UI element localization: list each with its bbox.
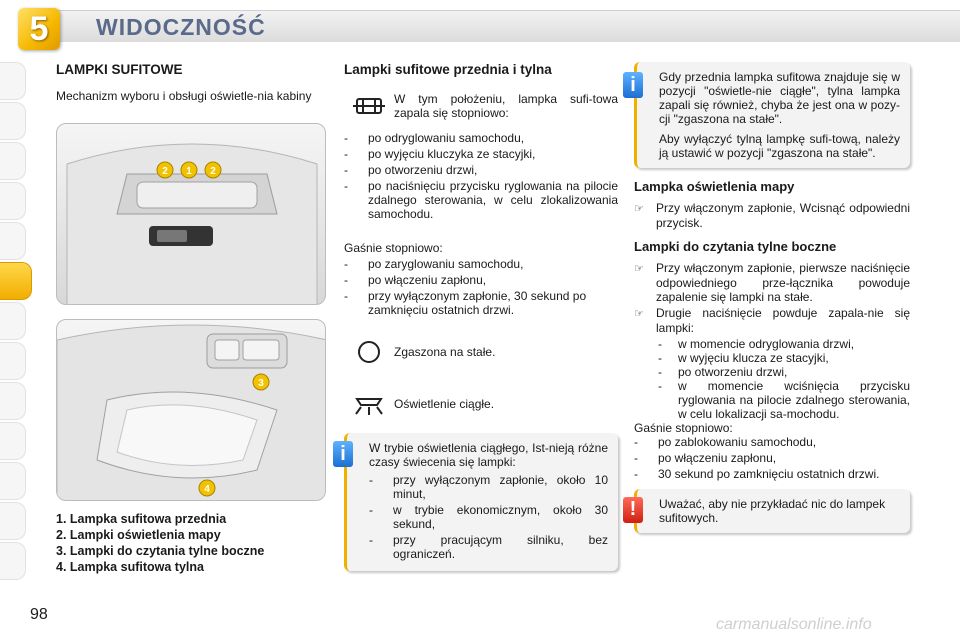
column-left	[56, 62, 330, 575]
watermark: carmanualsonline.info	[716, 616, 872, 633]
chapter-tab[interactable]	[0, 422, 26, 460]
list-item: - po włączeniu zapłonu,	[344, 273, 487, 287]
info-icon: i	[333, 441, 353, 467]
legend-item: 3. Lampki do czytania tylne boczne	[56, 544, 265, 558]
on-mode-text: Oświetlenie ciągłe.	[394, 397, 495, 411]
warning-note	[629, 489, 910, 533]
section-title: Lampki sufitowe przednia i tylna	[344, 62, 552, 77]
hand-pointer-icon: ☞	[634, 261, 644, 275]
page-number: 98	[30, 606, 48, 623]
chapter-tab[interactable]	[0, 142, 26, 180]
note-paragraph: Aby wyłączyć tylną lampkę sufi-tową, należy ją ustawić w pozycji "zgaszona na stałe".	[659, 132, 900, 160]
rear-ceiling-light-illustration	[56, 319, 326, 501]
note-intro: W trybie oświetlenia ciągłego, Ist-nieją różne czasy świecenia się lampki:	[369, 441, 608, 469]
column-middle	[340, 62, 618, 571]
list-item: - przy wyłączonym zapłonie, 30 sekund po zamknięciu ostatnich drzwi.	[344, 289, 587, 317]
fade-title: Gaśnie stopniowo:	[634, 420, 733, 435]
bullet-item: ☞ Przy włączonym zapłonie, pierwsze naciśnięcie odpowiedniego prze-łącznika powoduje zapalenie się lampki na stałe.	[634, 260, 910, 304]
list-item: - po zablokowaniu samochodu,	[634, 434, 817, 449]
info-note-continuous	[340, 433, 618, 571]
hand-pointer-icon: ☞	[634, 306, 644, 320]
chapter-tab[interactable]	[0, 382, 26, 420]
callout-4: 4	[204, 484, 210, 495]
list-item: - 30 sekund po zamknięciu ostatnich drzwi.	[634, 466, 880, 481]
info-icon: i	[623, 72, 643, 98]
chapter-tab[interactable]	[0, 182, 26, 220]
off-mode-text: Zgaszona na stałe.	[394, 345, 496, 359]
chapter-tabs	[0, 62, 32, 582]
front-ceiling-light-drawing	[57, 124, 326, 305]
switch-on-list	[344, 131, 618, 221]
info-note-rear-lamp	[630, 62, 910, 168]
chapter-tab[interactable]	[0, 102, 26, 140]
page-header	[0, 0, 960, 50]
list-item: - w wyjęciu klucza ze stacyjki,	[658, 350, 829, 365]
callout-2-right: 2	[210, 166, 216, 177]
list-item: - po włączeniu zapłonu,	[634, 450, 777, 465]
warning-text: Uważać, aby nie przykładać nic do lampek sufitowych.	[659, 496, 886, 525]
light-off-icon	[344, 335, 394, 369]
chapter-number-badge: 5	[18, 8, 60, 50]
off-mode-row	[344, 335, 618, 369]
column-right	[629, 62, 910, 533]
hand-pointer-icon: ☞	[634, 201, 644, 215]
list-item: - po wyjęciu kluczyka ze stacyjki,	[344, 147, 536, 161]
fade-title: Gaśnie stopniowo:	[344, 241, 443, 255]
list-item: - po zaryglowaniu samochodu,	[344, 257, 524, 271]
note-paragraph: Gdy przednia lampka sufitowa znajduje się w pozycji "oświetle-nie ciągłe", tylna lampka zapali się również, chyba że jest ona w pozy-cji "zgaszona na stałe".	[659, 70, 900, 126]
front-ceiling-light-illustration	[56, 123, 326, 305]
list-item: - w trybie ekonomicznym, około 30 sekund,	[369, 503, 608, 531]
map-lamp-title: Lampka oświetlenia mapy	[634, 179, 795, 194]
list-item: - przy wyłączonym zapłonie, około 10 minut,	[369, 473, 608, 501]
reading-lamp-off-list	[634, 435, 910, 481]
legend-item: 1. Lampka sufitowa przednia	[56, 512, 227, 526]
note-list	[369, 473, 608, 561]
chapter-tab[interactable]	[0, 462, 26, 500]
list-item: - przy pracującym silniku, bez ograniczeń.	[369, 533, 608, 561]
bullet-item: ☞ Przy włączonym zapłonie, Wcisnąć odpowiedni przycisk.	[634, 200, 910, 230]
list-item: - w momencie odryglowania drzwi,	[658, 336, 855, 351]
bullet-item: ☞ Drugie naciśnięcie powduje zapala-nie się lampki:	[634, 305, 910, 335]
list-item: - po odryglowaniu samochodu,	[344, 131, 525, 145]
callout-1: 1	[186, 166, 192, 177]
list-item: - po otworzeniu drzwi,	[344, 163, 478, 177]
chapter-tab[interactable]	[0, 302, 26, 340]
reading-lamp-list	[634, 261, 910, 335]
warning-icon: !	[623, 497, 643, 523]
list-item: - po naciśnięciu przycisku ryglowania na pilocie zdalnego sterowania, w celu zlokalizowania samochodu.	[344, 179, 618, 221]
chapter-tab[interactable]	[0, 502, 26, 540]
light-on-icon	[344, 387, 394, 421]
chapter-tab[interactable]	[0, 542, 26, 580]
switch-off-list	[344, 257, 618, 317]
callout-3: 3	[258, 378, 264, 389]
gradual-mode-row	[344, 89, 618, 123]
chapter-tab[interactable]	[0, 222, 26, 260]
reading-lamp-sublist	[634, 337, 910, 421]
door-mode-icon	[344, 89, 394, 123]
map-lamp-list	[634, 201, 910, 230]
section-title: LAMPKI SUFITOWE	[56, 62, 183, 77]
legend-item: 2. Lampki oświetlenia mapy	[56, 528, 221, 542]
chapter-tab[interactable]	[0, 342, 26, 380]
intro-text: Mechanizm wyboru i obsługi oświetle-nia kabiny	[56, 89, 312, 103]
legend-item: 4. Lampka sufitowa tylna	[56, 560, 204, 574]
reading-lamp-title: Lampki do czytania tylne boczne	[634, 238, 837, 254]
on-mode-row	[344, 387, 618, 421]
chapter-tab[interactable]	[0, 62, 26, 100]
gradual-mode-text: W tym położeniu, lampka sufi-towa zapala się stopniowo:	[394, 92, 618, 120]
rear-ceiling-light-drawing	[57, 320, 326, 501]
chapter-title: WIDOCZNOŚĆ	[96, 14, 266, 40]
list-item: - po otworzeniu drzwi,	[658, 364, 788, 379]
figure-legend	[56, 511, 330, 575]
list-item: - w momencie wciśnięcia przycisku ryglowania na pilocie zdalnego sterowania, w celu lokalizacji sa-mochodu.	[658, 378, 910, 421]
chapter-tab-active[interactable]	[0, 262, 32, 300]
callout-2-left: 2	[162, 166, 168, 177]
